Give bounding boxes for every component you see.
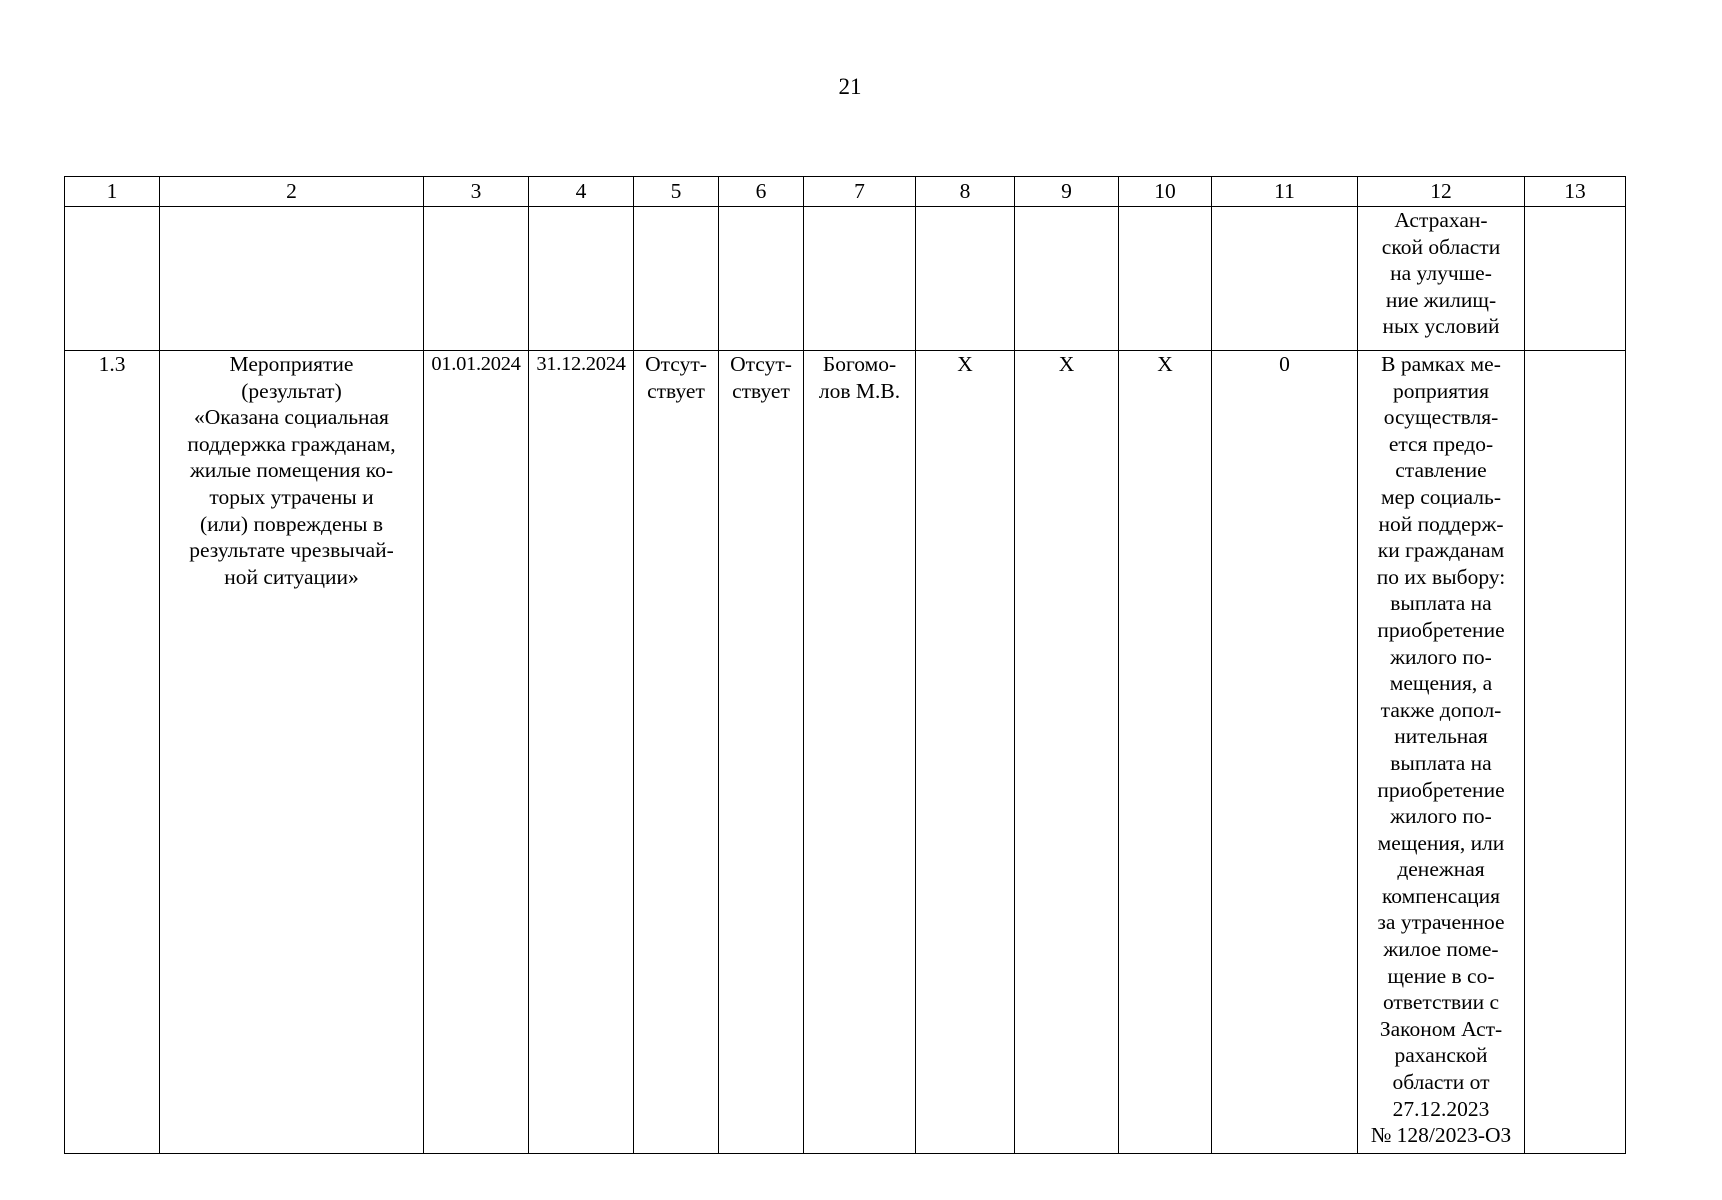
cell-col9 bbox=[1015, 351, 1119, 1154]
column-header-11: 11 bbox=[1212, 177, 1358, 207]
cell-empty bbox=[634, 207, 719, 351]
col5-text: Отсут- ствует bbox=[645, 352, 707, 403]
cell-empty bbox=[65, 207, 160, 351]
cell-continuation-note bbox=[1358, 207, 1525, 351]
cell-col11 bbox=[1212, 351, 1358, 1154]
cell-empty bbox=[1119, 207, 1212, 351]
col9-text: X bbox=[1058, 352, 1075, 376]
column-header-7: 7 bbox=[804, 177, 916, 207]
cell-item-number bbox=[65, 351, 160, 1154]
cell-responsible bbox=[804, 351, 916, 1154]
cell-measure-name bbox=[160, 351, 424, 1154]
column-header-2: 2 bbox=[160, 177, 424, 207]
cell-col8 bbox=[916, 351, 1015, 1154]
cell-empty bbox=[1015, 207, 1119, 351]
item-number: 1.3 bbox=[98, 352, 126, 376]
table-row-continuation bbox=[65, 207, 1626, 351]
cell-empty bbox=[1212, 207, 1358, 351]
cell-col5 bbox=[634, 351, 719, 1154]
continuation-text: Астрахан- ской области на улучше- ние жилищ- ных условий bbox=[1381, 208, 1501, 339]
column-header-8: 8 bbox=[916, 177, 1015, 207]
column-header-10: 10 bbox=[1119, 177, 1212, 207]
column-header-13: 13 bbox=[1525, 177, 1626, 207]
end-date: 31.12.2024 bbox=[536, 353, 626, 375]
column-header-5: 5 bbox=[634, 177, 719, 207]
cell-col6 bbox=[719, 351, 804, 1154]
col8-text: X bbox=[957, 352, 973, 376]
cell-col10 bbox=[1119, 351, 1212, 1154]
col11-text: 0 bbox=[1279, 352, 1290, 376]
cell-start-date bbox=[424, 351, 529, 1154]
column-header-9: 9 bbox=[1015, 177, 1119, 207]
column-header-6: 6 bbox=[719, 177, 804, 207]
col10-text: X bbox=[1157, 352, 1173, 376]
header-row bbox=[65, 177, 1626, 207]
measure-name: Мероприятие (результат) «Оказана социальная поддержка гражданам, жилые помещения ко- торых утрачены и (или) повреждены в результате чрезвычай- ной ситуации» bbox=[187, 352, 396, 589]
cell-col13 bbox=[1525, 351, 1626, 1154]
start-date: 01.01.2024 bbox=[431, 353, 521, 375]
cell-description bbox=[1358, 351, 1525, 1154]
description-text: В рамках ме- роприятия осуществля- ется предо- ставление мер социаль- ной поддерж- ки гражданам по их выбору: выплата на приобретение жилого по- мещения, а также допол- нительная выплата на приобретение жилого по- мещения, или денежная компенсация за утраченное жилое поме- щение в со- ответствии с Законом Аст- раханской области от 27.12.2023 № 128/2023-ОЗ bbox=[1370, 352, 1512, 1148]
cell-empty bbox=[804, 207, 916, 351]
col6-text: Отсут- ствует bbox=[730, 352, 792, 403]
cell-empty bbox=[424, 207, 529, 351]
table-row-1-3 bbox=[65, 351, 1626, 1154]
cell-empty bbox=[529, 207, 634, 351]
column-header-1: 1 bbox=[65, 177, 160, 207]
cell-empty bbox=[719, 207, 804, 351]
column-header-12: 12 bbox=[1358, 177, 1525, 207]
column-header-4: 4 bbox=[529, 177, 634, 207]
cell-empty bbox=[1525, 207, 1626, 351]
cell-empty bbox=[160, 207, 424, 351]
cell-empty bbox=[916, 207, 1015, 351]
column-header-3: 3 bbox=[424, 177, 529, 207]
responsible-person: Богомо- лов М.В. bbox=[818, 352, 901, 403]
measures-table bbox=[64, 176, 1626, 1154]
cell-end-date bbox=[529, 351, 634, 1154]
page-number: 21 bbox=[838, 74, 862, 99]
